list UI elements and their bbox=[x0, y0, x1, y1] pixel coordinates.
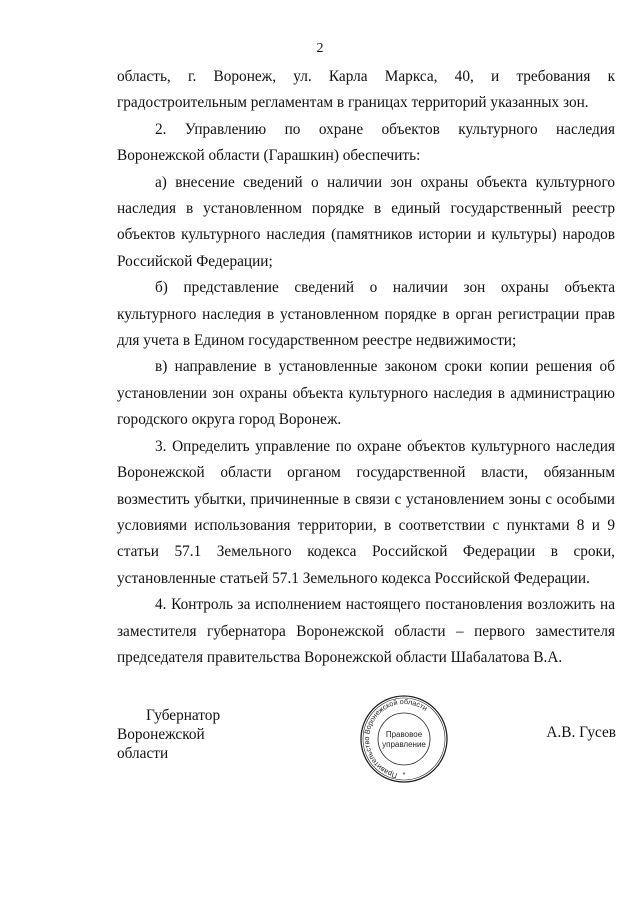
signatory-name: А.В. Гусев bbox=[546, 724, 616, 741]
signatory-title bbox=[117, 706, 257, 763]
seal-star: * bbox=[402, 772, 406, 779]
paragraph-item-3: 3. Определить управление по охране объектов культурного наследия Воронежской области органом государственной власти, обязанным возместить убытки, причиненные в связи с установлением зоны с особыми условиями использования территории, в соответствии с пунктами 8 и 9 статьи 57.1 Земельного кодекса Российской Федерации в сроки, установленные статьей 57.1 Земельного кодекса Российской Федерации. bbox=[117, 437, 615, 587]
page-number: 2 bbox=[316, 41, 324, 56]
seal-inner-line1: Правовое bbox=[385, 730, 423, 739]
signatory-title-line2: Воронежской области bbox=[117, 726, 205, 762]
paragraph-item-2b: б) представление сведений о наличии зон охраны объекта культурного наследия в установленном порядке в орган регистрации прав для учета в Едином государственном реестре недвижимости; bbox=[117, 279, 615, 350]
paragraph-item-2a: а) внесение сведений о наличии зон охраны объекта культурного наследия в установленном порядке в единый государственный реестр объектов культурного наследия (памятников истории и культуры) народов Российской Федерации; bbox=[117, 173, 615, 270]
paragraph-item-2v: в) направление в установленные законом сроки копии решения об установлении зон охраны объекта культурного наследия в администрацию городского округа город Воронеж. bbox=[117, 358, 615, 429]
paragraph-continuation: область, г. Воронеж, ул. Карла Маркса, 40, и требования к градостроительным регламентам в границах территорий указанных зон. bbox=[117, 68, 615, 112]
seal-outer-text: Правительство Воронежской области bbox=[361, 696, 430, 781]
document-body bbox=[117, 64, 615, 671]
paragraph-item-2: 2. Управлению по охране объектов культурного наследия Воронежской области (Гарашкин) обеспечить: bbox=[117, 120, 615, 165]
signatory-title-line1: Губернатор bbox=[146, 707, 221, 724]
official-seal-stamp bbox=[359, 694, 449, 784]
paragraph-item-4: 4. Контроль за исполнением настоящего постановления возложить на заместителя губернатора Воронежской области – первого заместителя председателя правительства Воронежской области Шабалатова В.А. bbox=[117, 596, 615, 666]
seal-inner-line2: управление bbox=[382, 740, 426, 749]
